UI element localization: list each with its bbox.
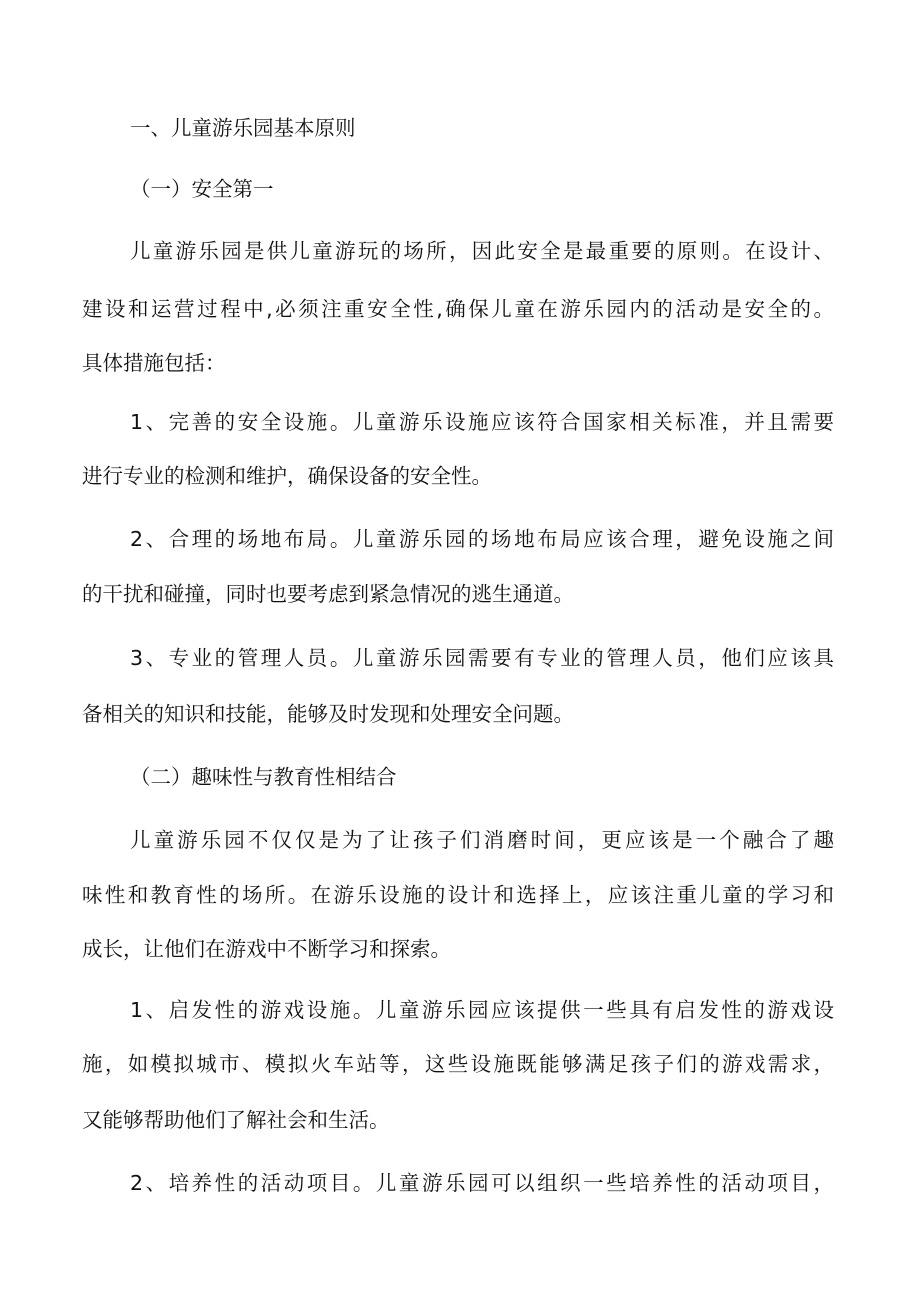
paragraph-line: 1、完善的安全设施。儿童游乐设施应该符合国家相关标准，并且需要 (130, 410, 834, 434)
paragraph-line: 2、培养性的活动项目。儿童游乐园可以组织一些培养性的活动项目， (130, 1171, 834, 1195)
paragraph-line: 3、专业的管理人员。儿童游乐园需要有专业的管理人员，他们应该具 (130, 646, 834, 670)
heading-1: 一、儿童游乐园基本原则 (130, 116, 356, 140)
paragraph-line: 1、启发性的游戏设施。儿童游乐园应该提供一些具有启发性的游戏设 (130, 998, 834, 1022)
section-1-title: （一）安全第一 (130, 177, 274, 201)
section-2-title: （二）趣味性与教育性相结合 (130, 765, 397, 789)
paragraph-line: 又能够帮助他们了解社会和生活。 (82, 1108, 390, 1132)
paragraph-line: 儿童游乐园是供儿童游玩的场所，因此安全是最重要的原则。在设计、 (130, 239, 834, 263)
paragraph-line: 成长，让他们在游戏中不断学习和探索。 (82, 937, 451, 961)
paragraph-line: 进行专业的检测和维护，确保设备的安全性。 (82, 464, 492, 488)
paragraph-line: 具体措施包括： (82, 351, 226, 375)
paragraph-line: 味性和教育性的场所。在游乐设施的设计和选择上，应该注重儿童的学习和 (82, 883, 834, 907)
paragraph-line: 2、合理的场地布局。儿童游乐园的场地布局应该合理，避免设施之间 (130, 527, 834, 551)
paragraph-line: 的干扰和碰撞，同时也要考虑到紧急情况的逃生通道。 (82, 582, 574, 606)
paragraph-line: 备相关的知识和技能，能够及时发现和处理安全问题。 (82, 702, 574, 726)
paragraph-line: 儿童游乐园不仅仅是为了让孩子们消磨时间，更应该是一个融合了趣 (130, 828, 834, 852)
paragraph-line: 建设和运营过程中,必须注重安全性,确保儿童在游乐园内的活动是安全的。 (82, 297, 834, 321)
paragraph-line: 施，如模拟城市、模拟火车站等，这些设施既能够满足孩子们的游戏需求， (82, 1052, 834, 1076)
